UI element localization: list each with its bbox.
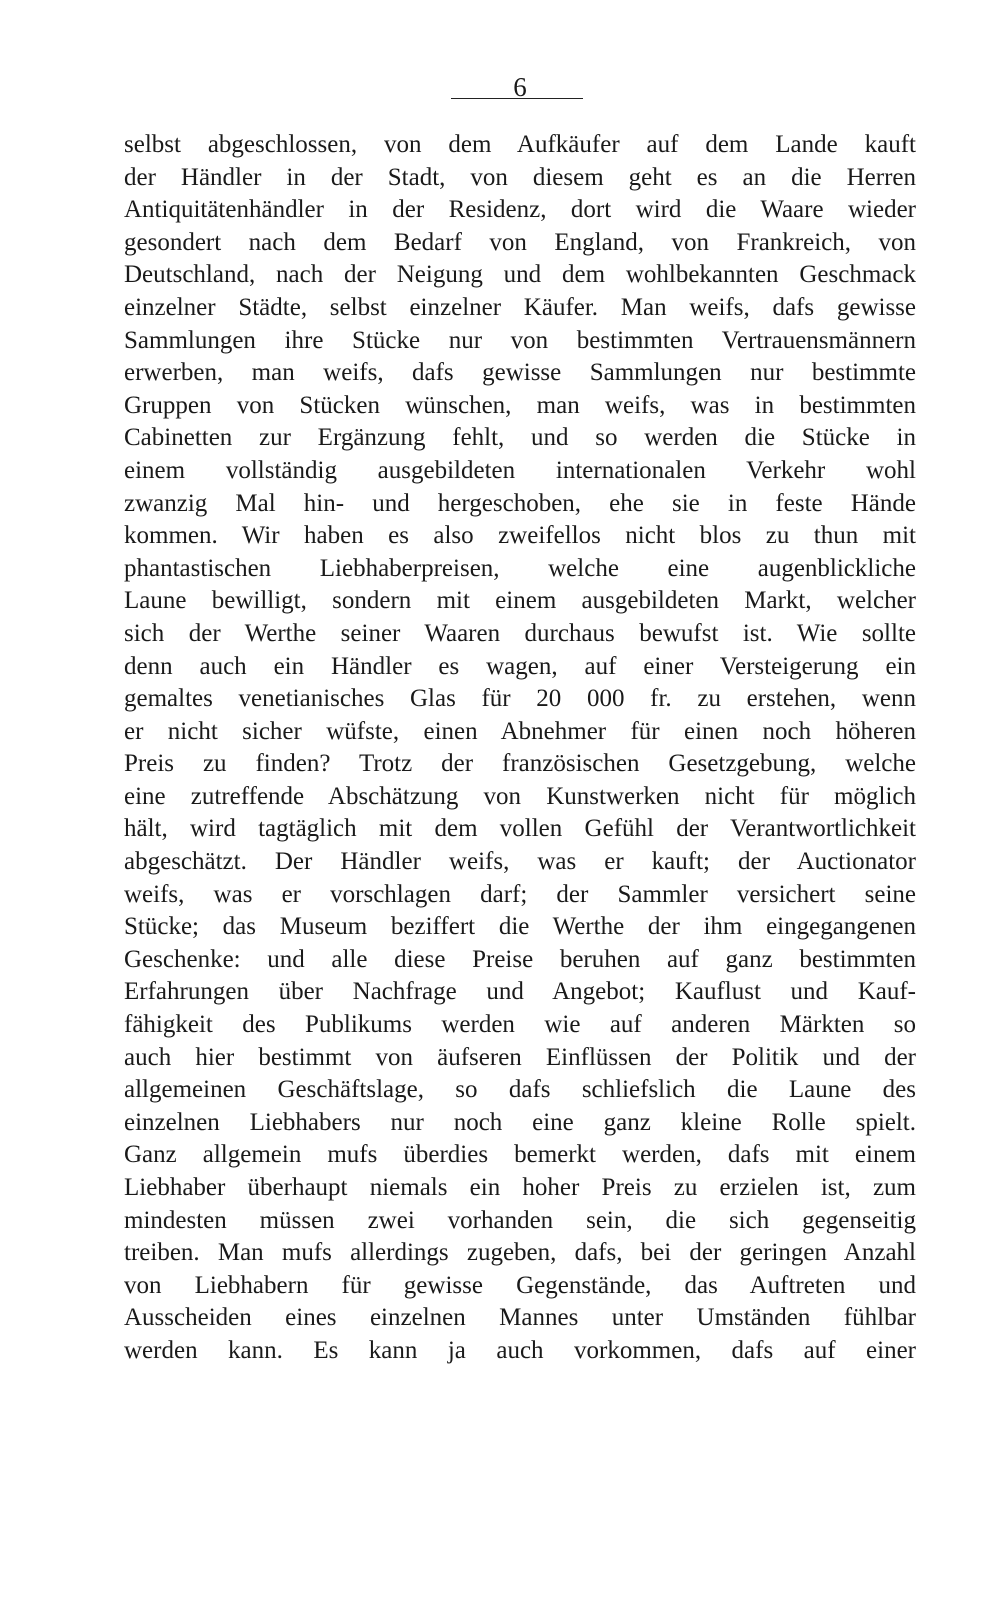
text-line: auch hier bestimmt von äufseren Einflüssen der Politik und der bbox=[124, 1043, 916, 1071]
text-line: Liebhaber überhaupt niemals ein hoher Preis zu erzielen ist, zum bbox=[124, 1174, 916, 1201]
header-rule bbox=[451, 98, 583, 99]
text-line: Cabinetten zur Ergänzung fehlt, und so werden die Stücke in bbox=[124, 424, 916, 452]
text-line: Antiquitätenhändler in der Residenz, dort wird die Waare wieder bbox=[124, 196, 916, 224]
text-line: einzelnen Liebhabers nur noch eine ganz kleine Rolle spielt. bbox=[124, 1108, 916, 1136]
text-line: Erfahrungen über Nachfrage und Angebot; Kauflust und Kauf- bbox=[124, 978, 916, 1006]
text-line: selbst abgeschlossen, von dem Aufkäufer auf dem Lande kauft bbox=[124, 131, 916, 158]
text-line: treiben. Man mufs allerdings zugeben, dafs, bei der geringen Anzahl bbox=[124, 1239, 916, 1267]
text-line: Stücke; das Museum beziffert die Werthe der ihm eingegangenen bbox=[124, 913, 916, 941]
text-line: Preis zu finden? Trotz der französischen Gesetzgebung, welche bbox=[124, 750, 916, 778]
text-line: abgeschätzt. Der Händler weifs, was er kauft; der Auctionator bbox=[124, 848, 916, 876]
text-line: werden kann. Es kann ja auch vorkommen, dafs auf einer bbox=[124, 1336, 916, 1364]
text-line: er nicht sicher wüfste, einen Abnehmer für einen noch höheren bbox=[124, 717, 916, 745]
text-line: Gruppen von Stücken wünschen, man weifs, was in bestimmten bbox=[124, 391, 916, 419]
text-line: Ausscheiden eines einzelnen Mannes unter Umständen fühlbar bbox=[124, 1304, 916, 1332]
text-line: weifs, was er vorschlagen darf; der Sammler versichert seine bbox=[124, 880, 916, 908]
text-line: einzelner Städte, selbst einzelner Käufer. Man weifs, dafs gewisse bbox=[124, 293, 916, 321]
text-line: Ganz allgemein mufs überdies bemerkt werden, dafs mit einem bbox=[124, 1141, 916, 1169]
text-line: einem vollständig ausgebildeten internationalen Verkehr wohl bbox=[124, 456, 916, 484]
text-line: Deutschland, nach der Neigung und dem wohlbekannten Geschmack bbox=[124, 261, 916, 289]
text-line: fähigkeit des Publikums werden wie auf anderen Märkten so bbox=[124, 1011, 916, 1039]
page-number: 6 bbox=[513, 72, 527, 102]
text-line: mindesten müssen zwei vorhanden sein, die sich gegenseitig bbox=[124, 1206, 916, 1234]
text-line: denn auch ein Händler es wagen, auf einer Versteigerung ein bbox=[124, 652, 916, 680]
text-line: Laune bewilligt, sondern mit einem ausgebildeten Markt, welcher bbox=[124, 587, 916, 615]
text-line: erwerben, man weifs, dafs gewisse Sammlungen nur bestimmte bbox=[124, 359, 916, 387]
text-line: allgemeinen Geschäftslage, so dafs schliefslich die Laune des bbox=[124, 1076, 916, 1104]
text-line: eine zutreffende Abschätzung von Kunstwerken nicht für möglich bbox=[124, 782, 916, 810]
body-text bbox=[124, 129, 916, 1368]
text-line: phantastischen Liebhaberpreisen, welche eine augenblickliche bbox=[124, 554, 916, 582]
text-line: von Liebhabern für gewisse Gegenstände, das Auftreten und bbox=[124, 1271, 916, 1299]
text-line: hält, wird tagtäglich mit dem vollen Gefühl der Verantwortlichkeit bbox=[124, 815, 916, 843]
text-line: Sammlungen ihre Stücke nur von bestimmten Vertrauensmännern bbox=[124, 326, 916, 354]
text-line: gemaltes venetianisches Glas für 20 000 fr. zu erstehen, wenn bbox=[124, 685, 916, 713]
text-line: sich der Werthe seiner Waaren durchaus bewufst ist. Wie sollte bbox=[124, 619, 916, 647]
text-line: der Händler in der Stadt, von diesem geht es an die Herren bbox=[124, 163, 916, 191]
text-line: gesondert nach dem Bedarf von England, von Frankreich, von bbox=[124, 228, 916, 256]
text-line: zwanzig Mal hin- und hergeschoben, ehe sie in feste Hände bbox=[124, 489, 916, 517]
text-line: kommen. Wir haben es also zweifellos nicht blos zu thun mit bbox=[124, 522, 916, 550]
text-line: Geschenke: und alle diese Preise beruhen auf ganz bestimmten bbox=[124, 945, 916, 973]
